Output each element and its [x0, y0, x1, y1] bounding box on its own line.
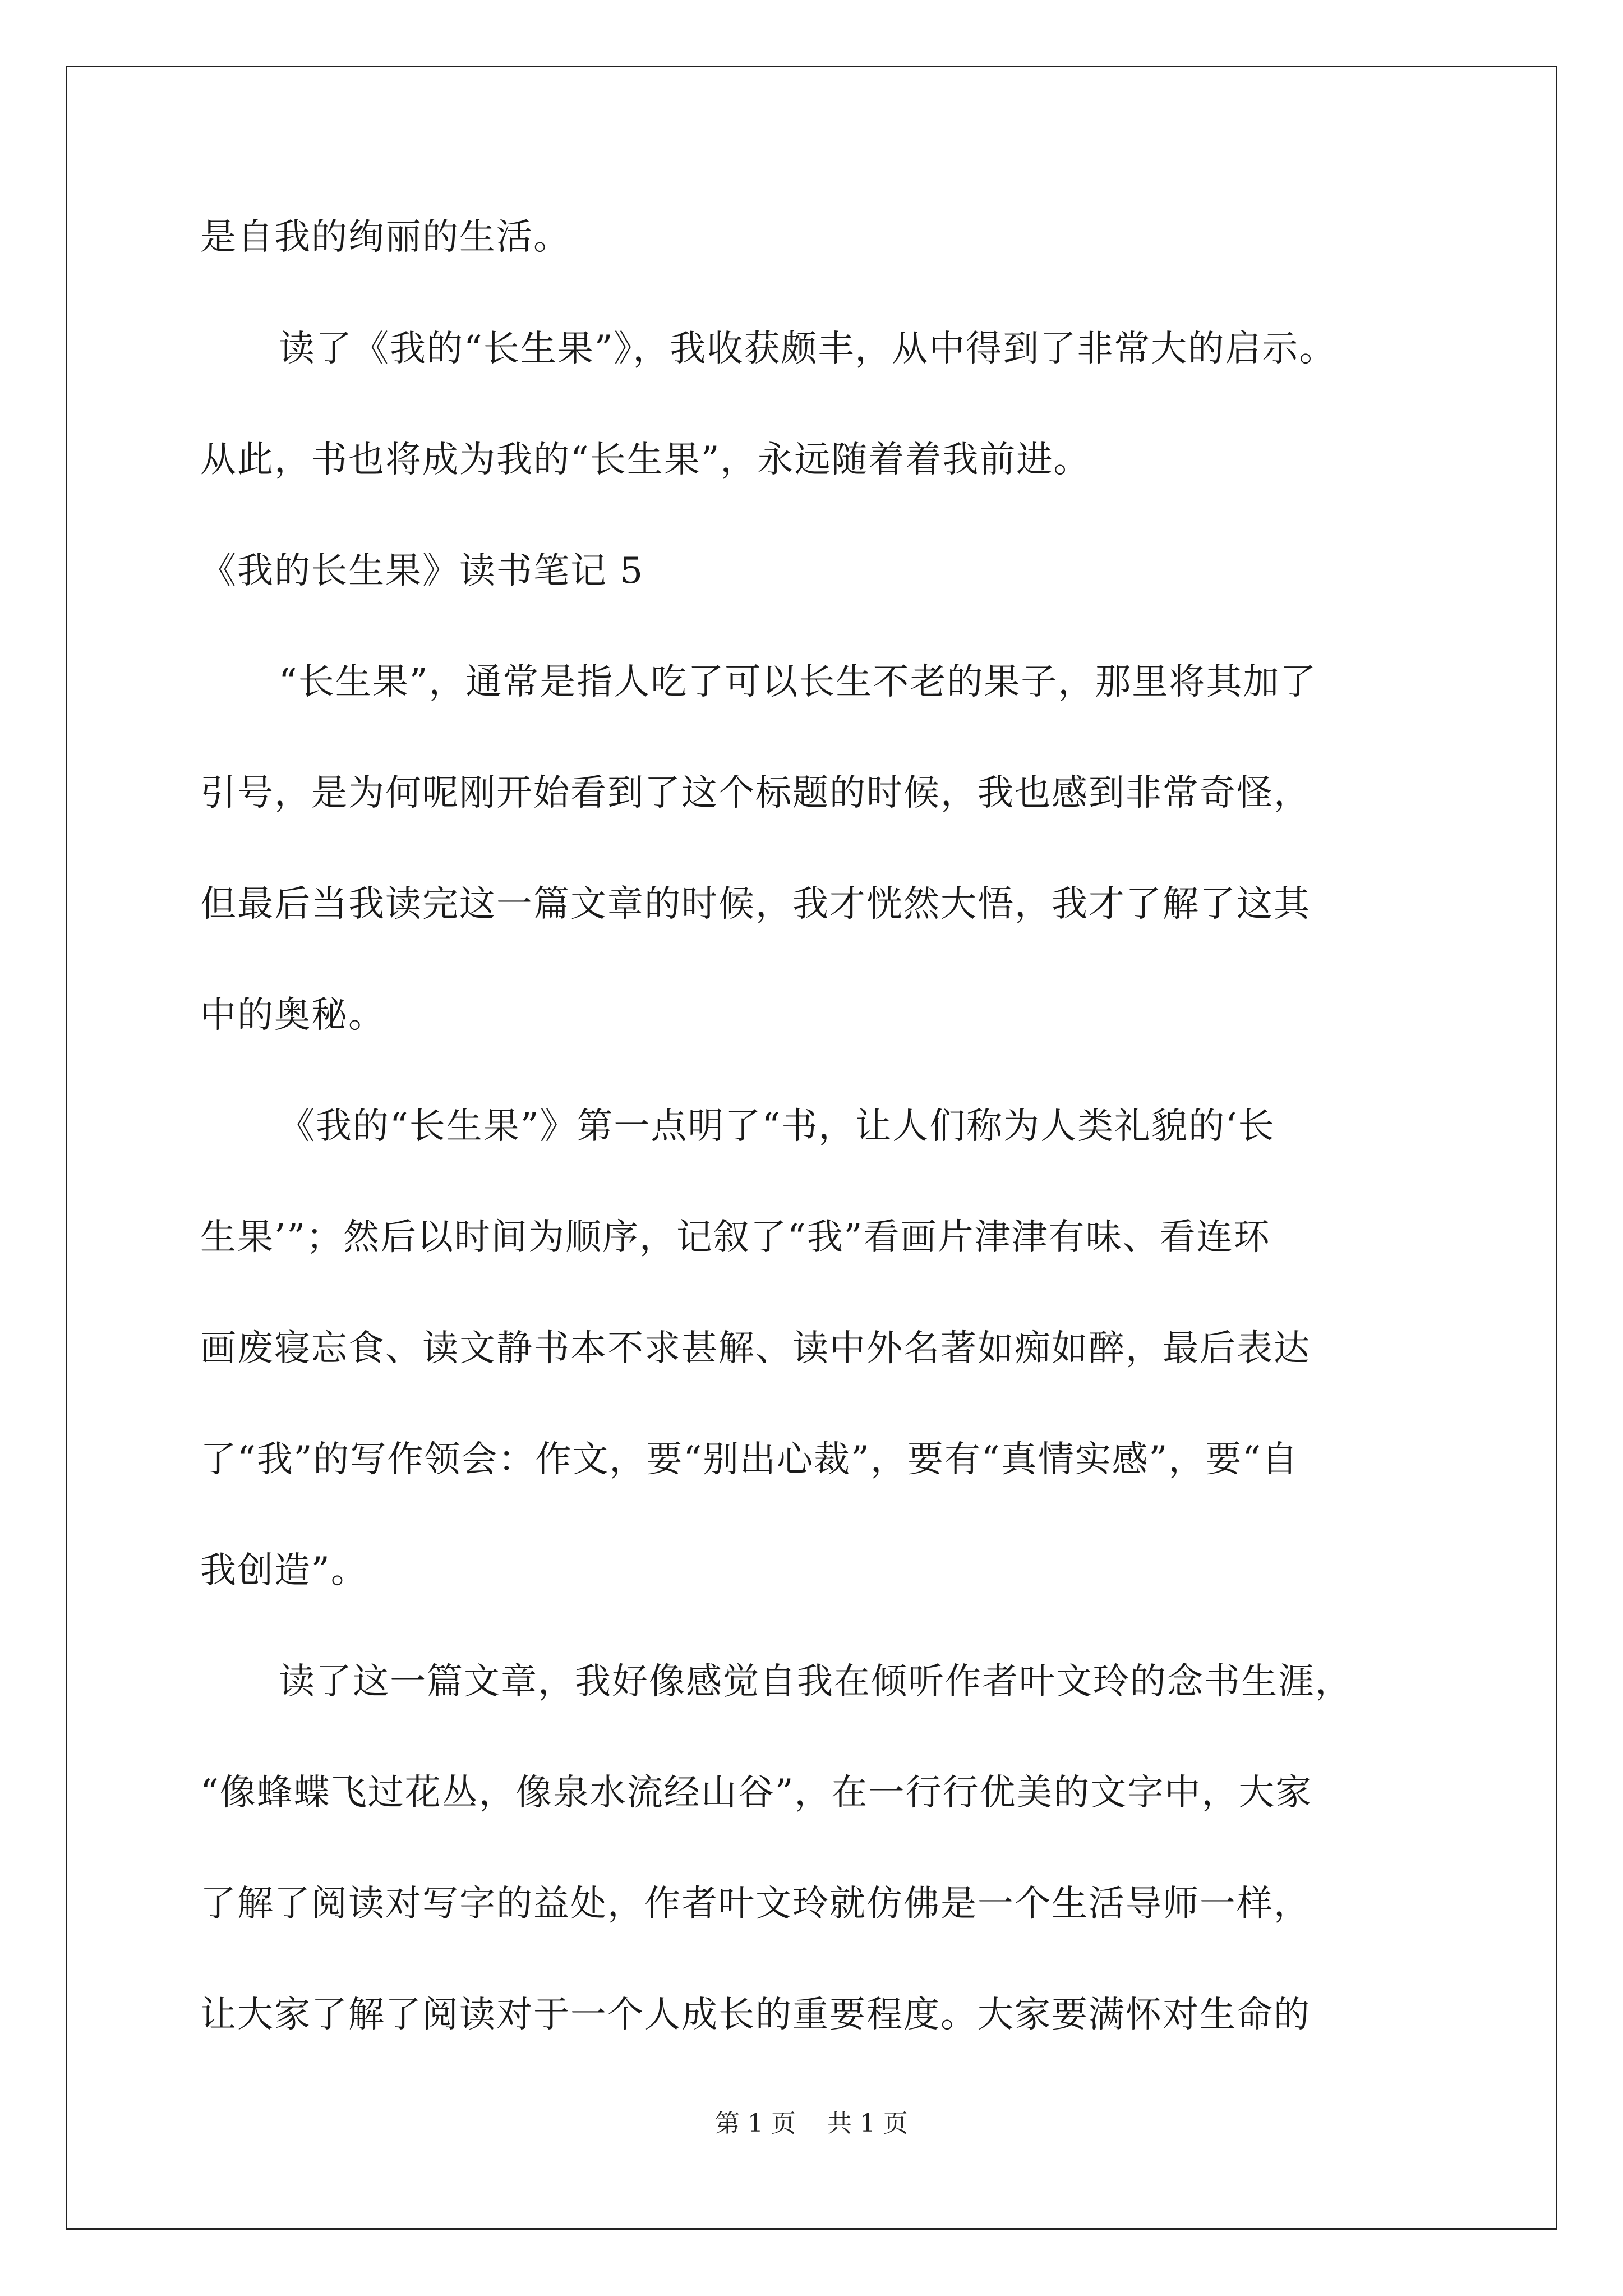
- text-line: 《我的“长生果”》第一点明了“书，让人们称为人类礼貌的‘长: [279, 1106, 1275, 1147]
- text-line: 让大家了解了阅读对于一个人成长的重要程度。大家要满怀对生命的: [200, 1994, 1311, 2036]
- text-line: “长生果”，通常是指人吃了可以长生不老的果子，那里将其加了: [279, 661, 1317, 703]
- text-line: 了解了阅读对写字的益处，作者叶文玲就仿佛是一个生活导师一样，: [200, 1883, 1311, 1925]
- section-heading: 《我的长生果》读书笔记 5: [200, 550, 644, 592]
- text-line: 画废寝忘食、读文静书本不求甚解、读中外名著如痴如醉，最后表达: [200, 1328, 1311, 1369]
- text-line: 了“我”的写作领会：作文，要“别出心裁”，要有“真情实感”，要“自: [200, 1439, 1299, 1480]
- page-number-footer: 第 1 页 共 1 页: [715, 2109, 908, 2138]
- text-line: 读了这一篇文章，我好像感觉自我在倾听作者叶文玲的念书生涯，: [279, 1661, 1352, 1703]
- text-line: 引号，是为何呢刚开始看到了这个标题的时候，我也感到非常奇怪，: [200, 772, 1311, 814]
- text-line: 读了《我的“长生果”》，我收获颇丰，从中得到了非常大的启示。: [279, 328, 1336, 370]
- text-line: 生果’”；然后以时间为顺序，记叙了“我”看画片津津有味、看连环: [200, 1217, 1271, 1258]
- text-line: 但最后当我读完这一篇文章的时候，我才恍然大悟，我才了解了这其: [200, 884, 1311, 925]
- text-line: 从此，书也将成为我的“长生果”，永远随着着我前进。: [200, 439, 1091, 481]
- text-line: “像蜂蝶飞过花丛，像泉水流经山谷”，在一行行优美的文字中，大家: [200, 1772, 1313, 1814]
- text-line: 是自我的绚丽的生活。: [200, 217, 570, 258]
- text-line: 我创造”。: [200, 1550, 368, 1591]
- text-line: 中的奥秘。: [200, 995, 385, 1036]
